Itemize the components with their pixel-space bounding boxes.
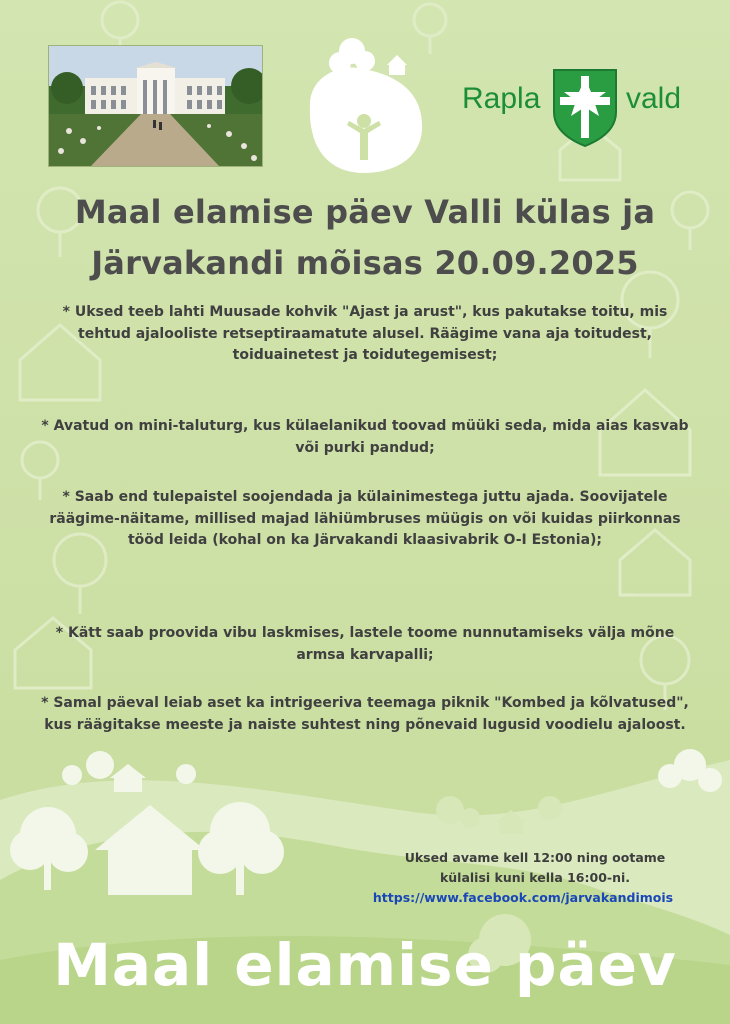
paragraph-picnic: * Samal päeval leiab aset ka intrigeeriva teemaga piknik "Kombed ja kõlvatused", kus räägitakse meeste ja naiste suhtest ning põnevaid lugusid voodielu ajaloost. (41, 695, 689, 733)
facebook-link[interactable]: https://www.facebook.com/jarvakandimois (372, 890, 674, 905)
village-logo-icon (302, 35, 427, 175)
page-title-line-1: Maal elamise päev Valli külas ja (74, 193, 656, 231)
opening-hours-line-1: Uksed avame kell 12:00 ning ootame (404, 850, 666, 865)
manor-photo (48, 45, 263, 167)
paragraph-cafe: * Uksed teeb lahti Muusade kohvik "Ajast ja arust", kus pakutakse toitu, mis tehtud ajalooliste retseptiraamatute alusel. Räägime vana aja toitudest, toiduainetest ja toidutegemisest; (62, 304, 668, 363)
page-title-line-2: Järvakandi mõisas 20.09.2025 (91, 244, 639, 282)
logo-word-rapla: Rapla (462, 82, 541, 115)
paragraph-archery: * Kätt saab proovida vibu laskmises, lastele toome nunnutamiseks välja mõne armsa karvapalli; (55, 625, 675, 663)
rapla-vald-logo (462, 64, 702, 150)
rapla-shield-icon (550, 66, 620, 148)
opening-hours-line-2: külalisi kuni kella 16:00-ni. (439, 870, 631, 885)
paragraph-bonfire: * Saab end tulepaistel soojendada ja külainimestega juttu ajada. Soovijatele räägime-näitame, millised majad lähiümbruses müügis on või kuidas piirkonnas tööd leida (kohal on ka Järvakandi klaasivabrik O-I Estonia); (49, 489, 681, 548)
paragraph-market: * Avatud on mini-taluturg, kus külaelanikud toovad müüki seda, mida aias kasvab või purki pandud; (41, 418, 689, 456)
logo-word-vald: vald (626, 82, 682, 115)
footer-banner: Maal elamise päev (53, 931, 677, 999)
manor-illustration (49, 46, 262, 166)
